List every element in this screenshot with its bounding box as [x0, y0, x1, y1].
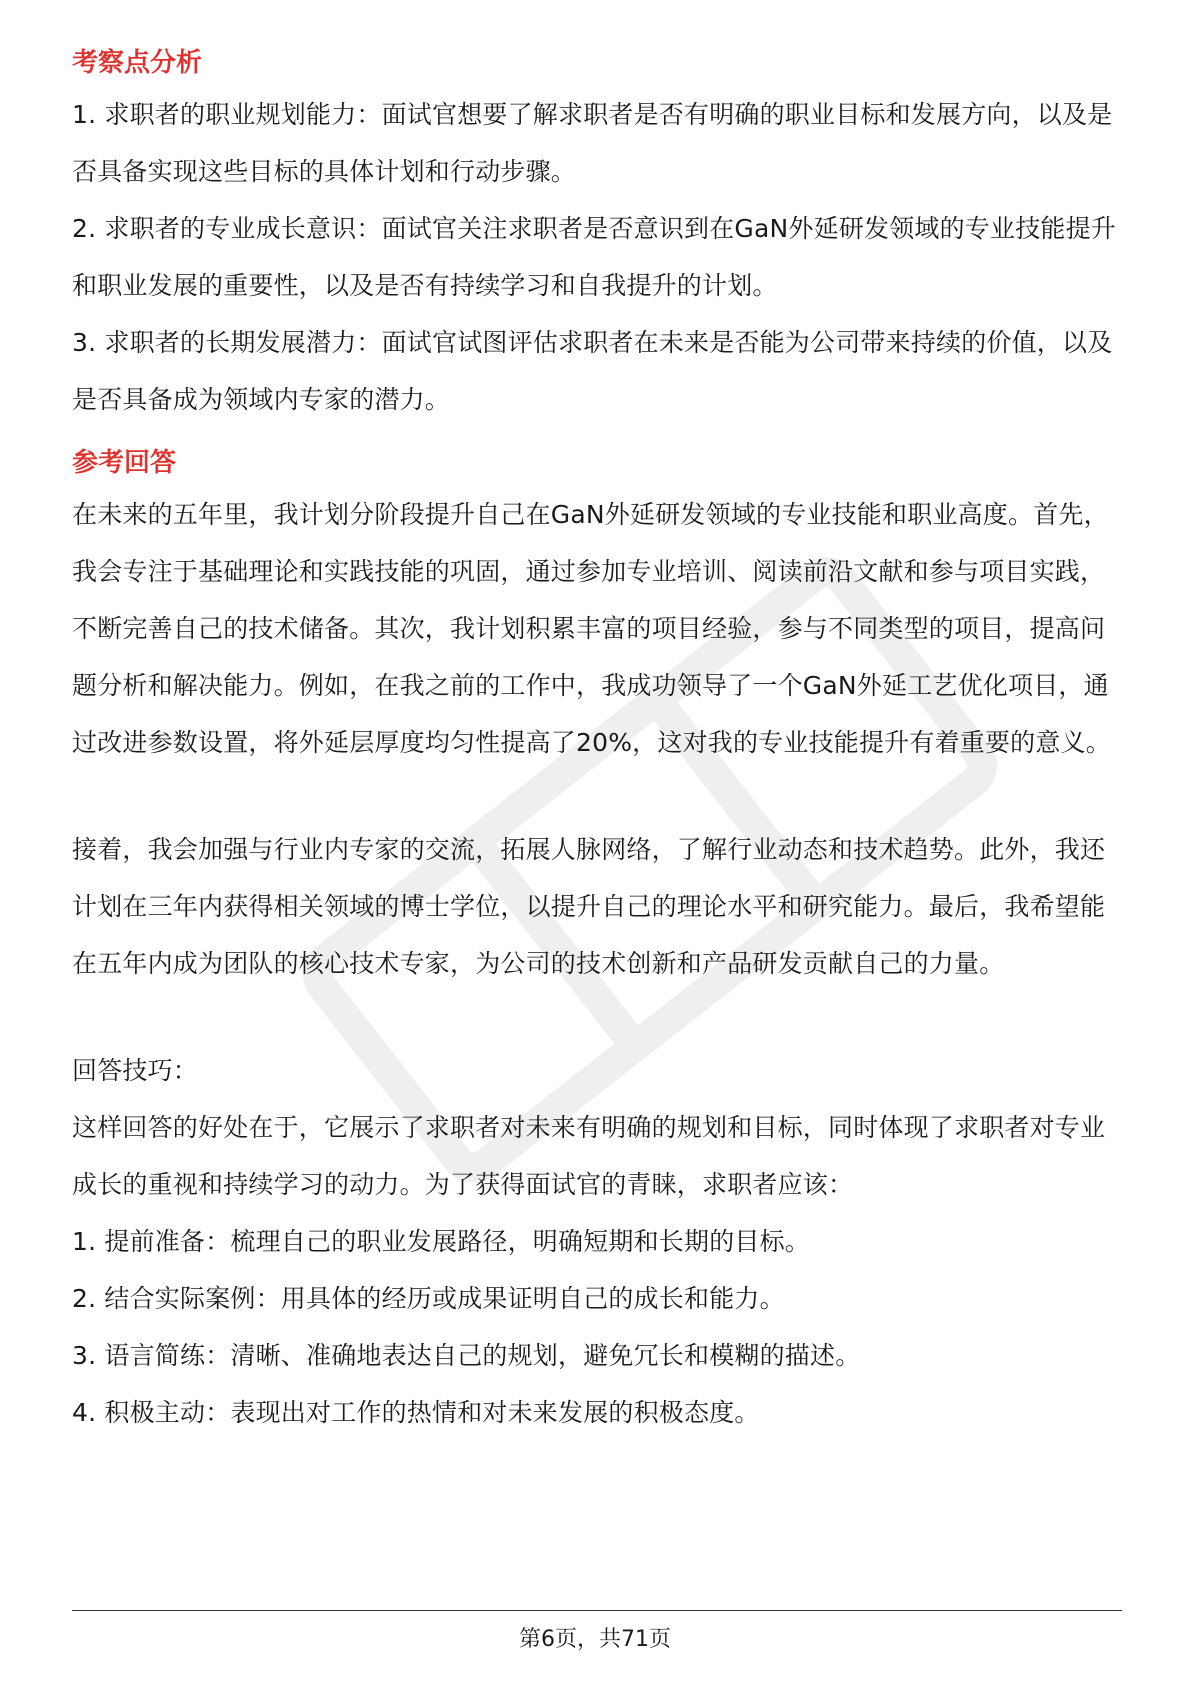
tips-item-4: 4. 积极主动：表现出对工作的热情和对未来发展的积极态度。 [72, 1398, 760, 1427]
analysis-item-3: 3. 求职者的长期发展潜力：面试官试图评估求职者在未来是否能为公司带来持续的价值，以及是否具备成为领域内专家的潜力。 [72, 328, 1113, 414]
document-page [72, 40, 1122, 1441]
answer-paragraph-1: 在未来的五年里，我计划分阶段提升自己在GaN外延研发领域的专业技能和职业高度。首先，我会专注于基础理论和实践技能的巩固，通过参加专业培训、阅读前沿文献和参与项目实践，不断完善自己的技术储备。其次，我计划积累丰富的项目经验，参与不同类型的项目，提高问题分析和解决能力。例如，在我之前的工作中，我成功领导了一个GaN外延工艺优化项目，通过改进参数设置，将外延层厚度均匀性提高了20%，这对我的专业技能提升有着重要的意义。 [72, 500, 1111, 757]
section-heading-reference-answer: 参考回答 [72, 448, 177, 478]
analysis-item-2: 2. 求职者的专业成长意识：面试官关注求职者是否意识到在GaN外延研发领域的专业技能提升和职业发展的重要性，以及是否有持续学习和自我提升的计划。 [72, 214, 1116, 300]
tips-item-3: 3. 语言简练：清晰、准确地表达自己的规划，避免冗长和模糊的描述。 [72, 1341, 861, 1370]
footer-divider [72, 1610, 1122, 1611]
tips-intro: 这样回答的好处在于，它展示了求职者对未来有明确的规划和目标，同时体现了求职者对专业成长的重视和持续学习的动力。为了获得面试官的青睐，求职者应该： [72, 1113, 1106, 1199]
analysis-item-1: 1. 求职者的职业规划能力：面试官想要了解求职者是否有明确的职业目标和发展方向，以及是否具备实现这些目标的具体计划和行动步骤。 [72, 100, 1113, 186]
answer-paragraph-2: 接着，我会加强与行业内专家的交流，拓展人脉网络，了解行业动态和技术趋势。此外，我还计划在三年内获得相关领域的博士学位，以提升自己的理论水平和研究能力。最后，我希望能在五年内成为团队的核心技术专家，为公司的技术创新和产品研发贡献自己的力量。 [72, 835, 1106, 978]
page-number: 第6页，共71页 [519, 1627, 671, 1652]
tips-title: 回答技巧： [72, 1056, 199, 1085]
tips-item-1: 1. 提前准备：梳理自己的职业发展路径，明确短期和长期的目标。 [72, 1227, 811, 1256]
tips-item-2: 2. 结合实际案例：用具体的经历或成果证明自己的成长和能力。 [72, 1284, 785, 1313]
section-heading-analysis: 考察点分析 [72, 48, 203, 78]
